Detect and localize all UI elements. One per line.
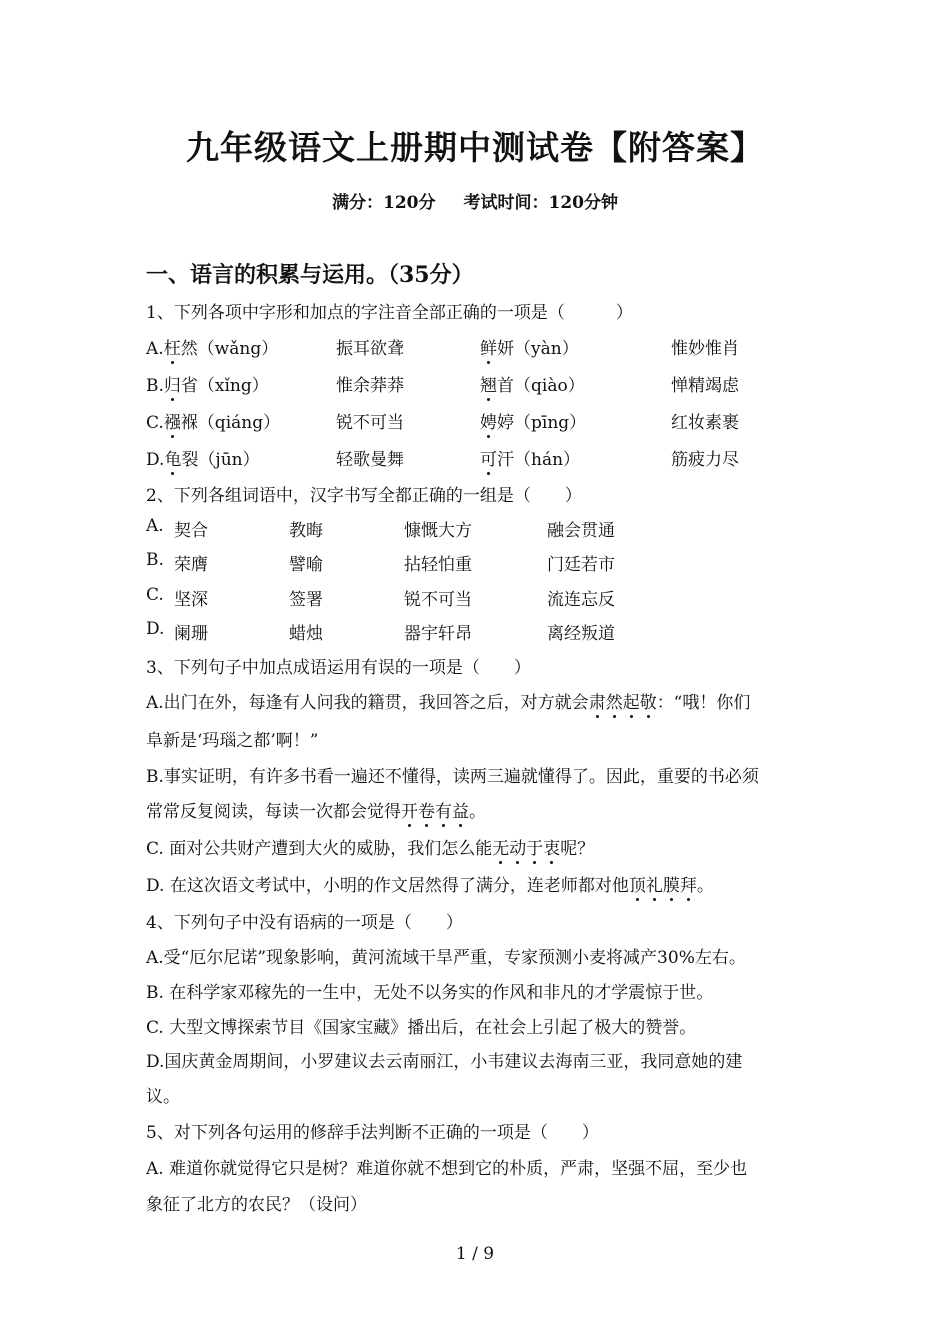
q2-option-b-word-1: 荣膺 bbox=[174, 555, 208, 575]
dotted-char: 礼 bbox=[646, 871, 663, 896]
q2-option-c-word-1: 坚深 bbox=[174, 590, 208, 610]
dotted-char: 衷 bbox=[543, 834, 560, 859]
q1-option-a-idiom: 惟妙惟肖 bbox=[671, 339, 739, 359]
dotted-char: 鲜 bbox=[480, 334, 497, 359]
pinyin-text: 妍（yàn） bbox=[497, 339, 579, 359]
dotted-char: 有 bbox=[435, 797, 452, 822]
full-score: 满分：120分 bbox=[332, 193, 436, 213]
q1-option-d-idiom: 筋疲力尽 bbox=[671, 450, 739, 470]
q3-option-d: D. 在这次语文考试中，小明的作文居然得了满分，连老师都对他顶礼膜拜。 bbox=[146, 871, 714, 896]
q2-option-d-word-4: 离经叛道 bbox=[547, 624, 615, 644]
dotted-char: 龟 bbox=[164, 445, 181, 470]
exam-time: 考试时间：120分钟 bbox=[463, 193, 618, 213]
q2-option-b-label: B. bbox=[146, 550, 164, 570]
pinyin-text: 褓（qiáng） bbox=[180, 413, 281, 433]
exam-title: 九年级语文上册期中测试卷【附答案】 bbox=[186, 128, 764, 167]
dotted-char: 起 bbox=[623, 688, 640, 713]
q2-option-a-label: A. bbox=[146, 516, 164, 536]
q2-option-a-word-2: 教晦 bbox=[289, 521, 323, 541]
q1-option-c-word: 锐不可当 bbox=[336, 413, 404, 433]
pinyin-text: 婷（pīng） bbox=[497, 413, 587, 433]
question-2-stem: 2、下列各组词语中，汉字书写全都正确的一组是（ ） bbox=[146, 486, 582, 506]
q1-option-c-idiom: 红妆素裹 bbox=[671, 413, 739, 433]
q5-option-a-line-1: A. 难道你就觉得它只是树？难道你就不想到它的朴质，严肃，坚强不屈，至少也 bbox=[146, 1159, 748, 1179]
q4-option-d-line-1: D.国庆黄金周期间，小罗建议去云南丽江，小韦建议去海南三亚，我同意她的建 bbox=[146, 1052, 743, 1072]
pinyin-text: 省（xǐng） bbox=[180, 376, 269, 396]
q2-option-c-word-4: 流连忘反 bbox=[547, 590, 615, 610]
q2-option-c-label: C. bbox=[146, 585, 164, 605]
pinyin-text: 汗（hán） bbox=[497, 450, 581, 470]
q2-option-b-word-4: 门廷若市 bbox=[547, 555, 615, 575]
pinyin-text: 首（qiào） bbox=[497, 376, 585, 396]
question-5-stem: 5、对下列各句运用的修辞手法判断不正确的一项是（ ） bbox=[146, 1123, 599, 1143]
q3-option-c: C. 面对公共财产遭到大火的威胁，我们怎么能无动于衷呢？ bbox=[146, 834, 594, 859]
pinyin-text: 裂（jūn） bbox=[181, 450, 260, 470]
dotted-char: 开 bbox=[401, 797, 418, 822]
q4-option-b: B. 在科学家邓稼先的一生中，无处不以务实的作风和非凡的才学震惊于世。 bbox=[146, 983, 714, 1003]
dotted-char: 于 bbox=[526, 834, 543, 859]
q1-option-a-word: 振耳欲聋 bbox=[336, 339, 404, 359]
q4-option-d-line-2: 议。 bbox=[146, 1087, 180, 1107]
dotted-char: 归 bbox=[164, 371, 181, 396]
q2-option-a-word-4: 融会贯通 bbox=[547, 521, 615, 541]
q1-option-a-pinyin bbox=[146, 334, 278, 359]
q2-option-b-word-2: 譬喻 bbox=[289, 555, 323, 575]
q3-option-a-line-1: A.出门在外，每逢有人问我的籍贯，我回答之后，对方就会肃然起敬：“哦！你们 bbox=[146, 688, 750, 713]
q3-option-b-line-1: B.事实证明，有许多书看一遍还不懂得，读两三遍就懂得了。因此，重要的书必须 bbox=[146, 767, 759, 787]
dotted-char: 肃 bbox=[589, 688, 606, 713]
q1-option-b-pinyin bbox=[146, 371, 269, 396]
q2-option-a-word-3: 慷慨大方 bbox=[404, 521, 472, 541]
dotted-char: 可 bbox=[480, 445, 497, 470]
dotted-char: 枉 bbox=[164, 334, 181, 359]
option-label: A. bbox=[146, 339, 164, 359]
q1-option-d-word: 轻歌曼舞 bbox=[336, 450, 404, 470]
q2-option-d-label: D. bbox=[146, 619, 165, 639]
dotted-char: 翘 bbox=[480, 371, 497, 396]
q3-option-a-line-2: 阜新是‘玛瑙之都’啊！” bbox=[146, 731, 319, 751]
section-heading: 一、语言的积累与运用。（35分） bbox=[146, 262, 474, 288]
q1-option-b-idiom: 惮精竭虑 bbox=[671, 376, 739, 396]
q2-option-d-word-1: 阑珊 bbox=[174, 624, 208, 644]
q4-option-c: C. 大型文博探索节目《国家宝藏》播出后，在社会上引起了极大的赞誉。 bbox=[146, 1018, 697, 1038]
dotted-char: 卷 bbox=[418, 797, 435, 822]
score-info bbox=[0, 188, 950, 213]
dotted-char: 襁 bbox=[164, 408, 181, 433]
q1-option-b-word: 惟余莽莽 bbox=[336, 376, 404, 396]
q2-option-c-word-3: 锐不可当 bbox=[404, 590, 472, 610]
q2-option-a-word-1: 契合 bbox=[174, 521, 208, 541]
q1-option-d-pinyin-2 bbox=[480, 445, 580, 470]
dotted-char: 敬 bbox=[640, 688, 657, 713]
dotted-char: 然 bbox=[606, 688, 623, 713]
q1-option-c-pinyin bbox=[146, 408, 280, 433]
page-number: 1 / 9 bbox=[455, 1244, 495, 1264]
q1-option-b-pinyin-2 bbox=[480, 371, 585, 396]
pinyin-text: 然（wǎng） bbox=[180, 339, 279, 359]
dotted-char: 拜 bbox=[680, 871, 697, 896]
q2-option-b-word-3: 拈轻怕重 bbox=[404, 555, 472, 575]
option-label: C. bbox=[146, 413, 164, 433]
q3-option-b-line-2: 常常反复阅读，每读一次都会觉得开卷有益。 bbox=[146, 797, 486, 822]
question-3-stem: 3、下列句子中加点成语运用有误的一项是（ ） bbox=[146, 658, 531, 678]
q1-option-a-pinyin-2 bbox=[480, 334, 579, 359]
q4-option-a: A.受“厄尔尼诺”现象影响，黄河流域干旱严重，专家预测小麦将减产30%左右。 bbox=[146, 948, 746, 968]
dotted-char: 顶 bbox=[629, 871, 646, 896]
q5-option-a-line-2: 象征了北方的农民？（设问） bbox=[146, 1195, 367, 1215]
option-label: B. bbox=[146, 376, 164, 396]
q2-option-d-word-3: 器宇轩昂 bbox=[404, 624, 472, 644]
dotted-char: 益 bbox=[452, 797, 469, 822]
q1-option-c-pinyin-2 bbox=[480, 408, 586, 433]
dotted-char: 娉 bbox=[480, 408, 497, 433]
option-label: D. bbox=[146, 450, 165, 470]
dotted-char: 无 bbox=[492, 834, 509, 859]
q2-option-d-word-2: 蜡烛 bbox=[289, 624, 323, 644]
question-4-stem: 4、下列句子中没有语病的一项是（ ） bbox=[146, 913, 463, 933]
dotted-char: 动 bbox=[509, 834, 526, 859]
dotted-char: 膜 bbox=[663, 871, 680, 896]
q1-option-d-pinyin bbox=[146, 445, 260, 470]
question-1-stem: 1、下列各项中字形和加点的字注音全部正确的一项是（ ） bbox=[146, 303, 633, 323]
q2-option-c-word-2: 签署 bbox=[289, 590, 323, 610]
